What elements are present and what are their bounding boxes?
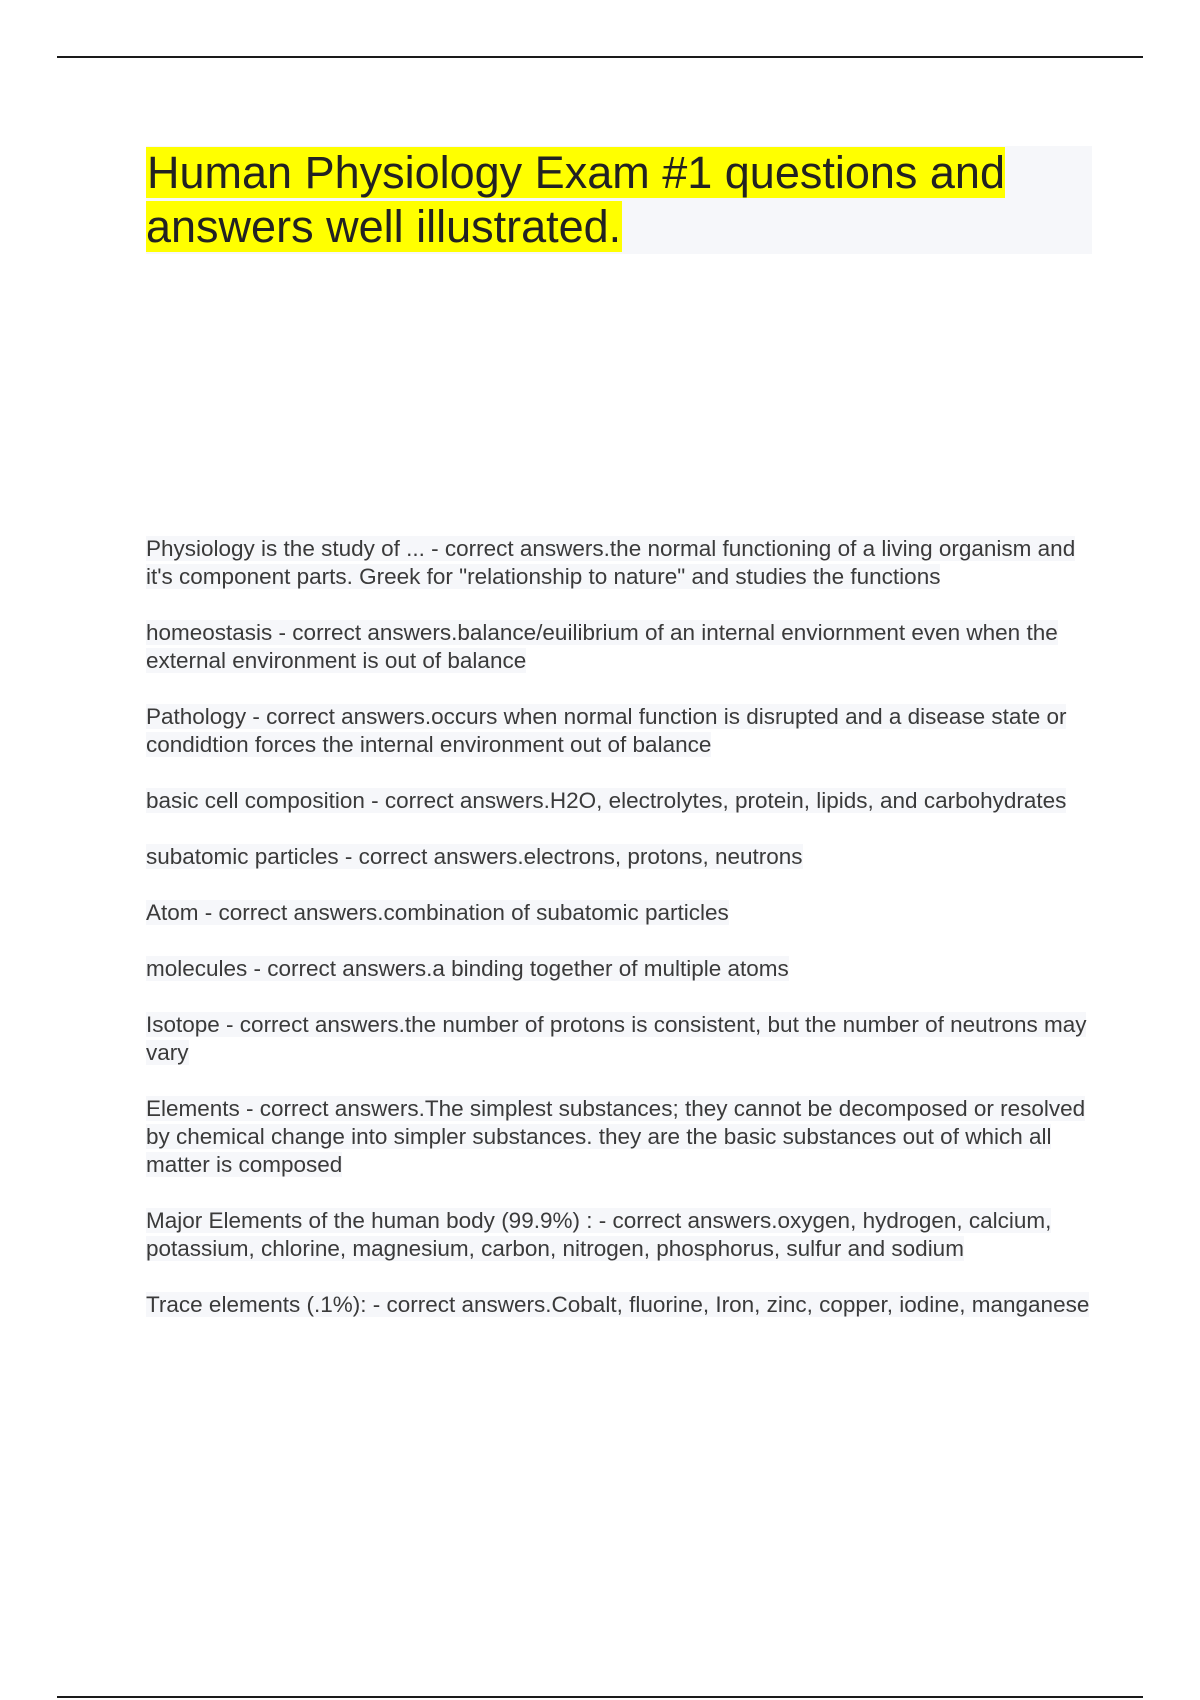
bottom-rule <box>57 1696 1143 1698</box>
qa-item-subatomic-particles: subatomic particles - correct answers.electrons, protons, neutrons <box>146 844 803 869</box>
qa-item-trace-elements: Trace elements (.1%): - correct answers.Cobalt, fluorine, Iron, zinc, copper, iodine, manganese <box>146 1292 1090 1317</box>
qa-item-homeostasis: homeostasis - correct answers.balance/euilibrium of an internal enviornment even when the external environment is out of balance <box>146 620 1058 673</box>
qa-item-pathology: Pathology - correct answers.occurs when normal function is disrupted and a disease state or condidtion forces the internal environment out of balance <box>146 704 1067 757</box>
qa-list <box>146 535 1091 1347</box>
qa-item-major-elements: Major Elements of the human body (99.9%) : - correct answers.oxygen, hydrogen, calcium, potassium, chlorine, magnesium, carbon, nitrogen, phosphorus, sulfur and sodium <box>146 1208 1052 1261</box>
qa-item-cell-composition: basic cell composition - correct answers.H2O, electrolytes, protein, lipids, and carbohydrates <box>146 788 1067 813</box>
qa-item-atom: Atom - correct answers.combination of subatomic particles <box>146 900 729 925</box>
qa-item-physiology: Physiology is the study of ... - correct answers.the normal functioning of a living organism and it's component parts. Greek for "relationship to nature" and studies the functions <box>146 536 1076 589</box>
qa-item-elements: Elements - correct answers.The simplest substances; they cannot be decomposed or resolved by chemical change into simpler substances. they are the basic substances out of which all matter is composed <box>146 1096 1086 1177</box>
title-block <box>146 146 1092 254</box>
qa-item-molecules: molecules - correct answers.a binding together of multiple atoms <box>146 956 789 981</box>
top-rule <box>57 56 1143 58</box>
document-title <box>146 146 1092 254</box>
qa-item-isotope: Isotope - correct answers.the number of protons is consistent, but the number of neutrons may vary <box>146 1012 1087 1065</box>
document-title-text: Human Physiology Exam #1 questions and answers well illustrated. <box>146 147 1005 252</box>
